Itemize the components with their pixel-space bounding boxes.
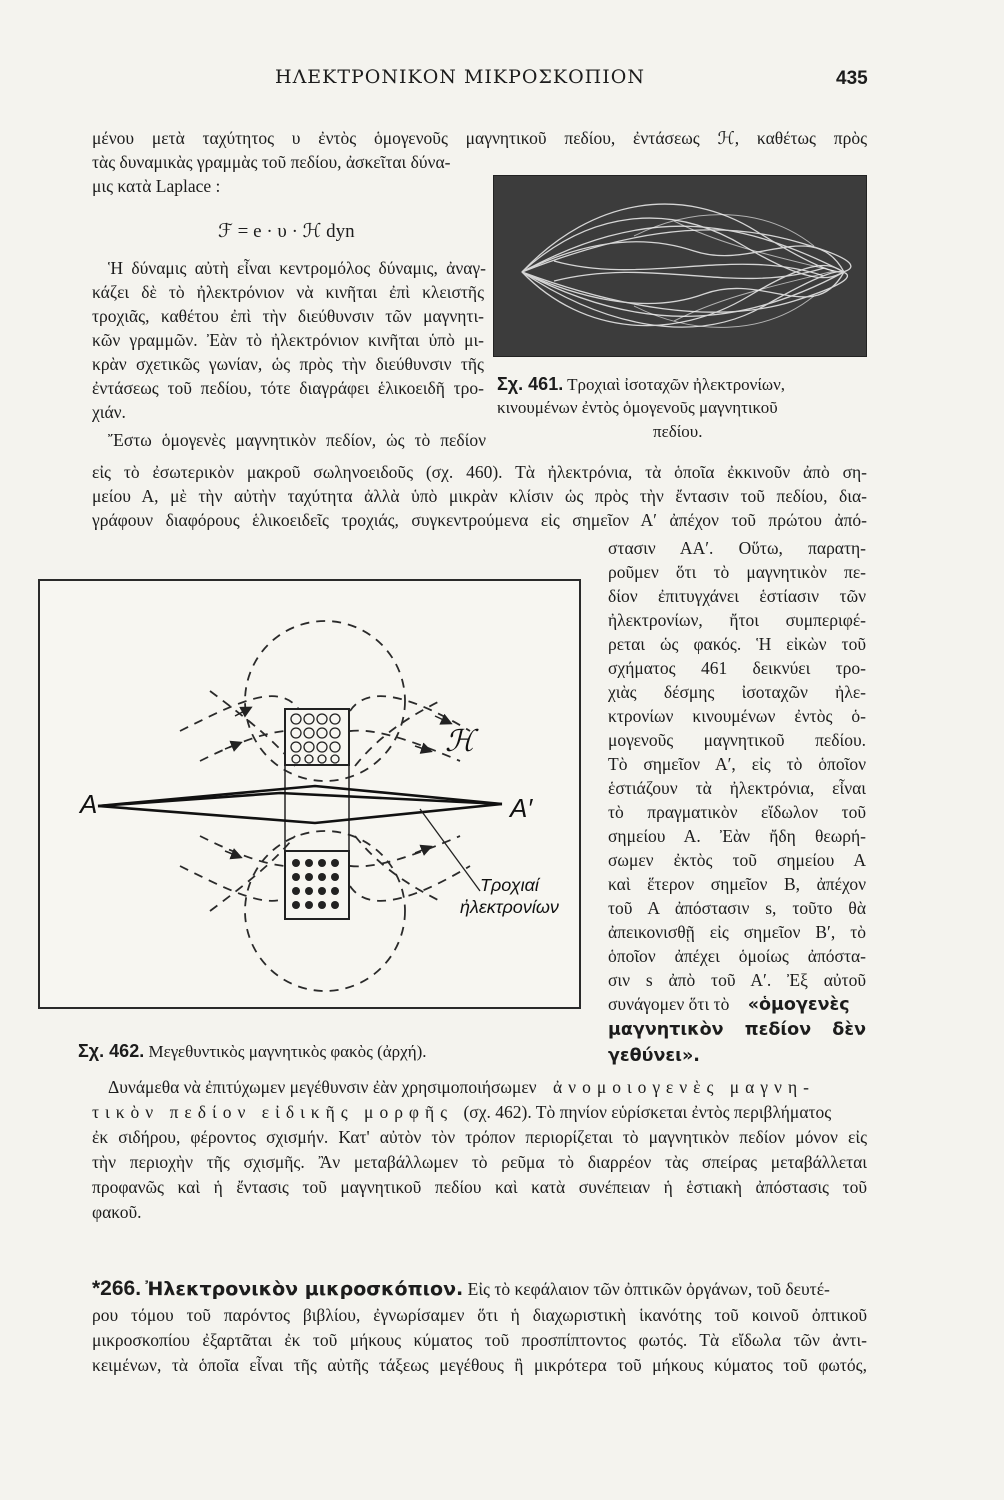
figure-462-diagram xyxy=(38,579,581,1009)
after-fig-line-2 xyxy=(92,1101,867,1123)
right-line-19: σιν s ἀπὸ τοῦ Α′. Ἐξ αὐτοῦ xyxy=(608,970,866,990)
electron-trajectories-image xyxy=(494,176,866,356)
right-line-1: στασιν ΑΑ′. Οὕτω, παρατη- xyxy=(608,538,866,558)
left-line-7: χιάν. xyxy=(92,402,126,422)
right-line-6: σχήματος 461 δεικνύει τρο- xyxy=(608,658,866,678)
intro-line-2: τὰς δυναμικὰς γραμμὰς τοῦ πεδίου, ἀσκεῖται δύνα- xyxy=(92,152,451,172)
after-fig-line-1 xyxy=(108,1076,868,1098)
wide-line-1: εἰς τὸ ἐσωτερικὸν μακροῦ σωληνοειδοῦς (σχ. 460). Τὰ ἠλεκτρόνια, τὰ ὁποῖα ἐκκινοῦν ἀπὸ ση- xyxy=(92,462,867,482)
after-fig-line-6: φακοῦ. xyxy=(92,1202,142,1222)
figure-462-caption-text: Μεγεθυντικὸς μαγνητικὸς φακὸς (ἀρχή). xyxy=(148,1042,427,1061)
figure-462-label: Σχ. 462. xyxy=(78,1041,145,1061)
right-line-11: ἑστιάζουν τὰ ἠλεκτρόνια, εἶναι xyxy=(608,778,866,798)
right-line-4: ἠλεκτρονίων, ἤτοι συμπεριφέ- xyxy=(608,610,866,630)
figure-461-caption xyxy=(497,373,785,396)
page-number: 435 xyxy=(836,68,868,89)
right-line-12: τὸ πραγματικὸν εἴδωλον τοῦ xyxy=(608,802,866,822)
after-fig-line-4: τὴν περιοχὴν τῆς σχισμῆς. Ἂν μεταβάλλωμεν τὸ ρεῦμα τὸ διαρρέον τὰς σπείρας μεταβάλλεται xyxy=(92,1152,867,1172)
magnetic-lens-diagram xyxy=(40,581,579,1007)
section-title: Ἠλεκτρονικὸν μικροσκόπιον. xyxy=(145,1278,464,1300)
formula: ℱ = e · υ · ℋ dyn xyxy=(218,221,355,242)
right-line-9: μογενοῦς μαγνητικοῦ πεδίου. xyxy=(608,730,866,750)
after-fig-line-1b: ἀνομοιογενὲς μαγνη- xyxy=(552,1077,815,1097)
right-line-10: Τὸ σημεῖον Α′, εἰς τὸ ὁποῖον xyxy=(608,754,866,774)
wide-line-2: μείου Α, μὲ τὴν αὐτὴν ταχύτητα ἀλλὰ ὑπὸ μικρὰν κλίσιν ὡς πρὸς τὴν ἔντασιν τοῦ πεδίου, δια- xyxy=(92,486,867,506)
trajectory-label-2: ἠλεκτρονίων xyxy=(460,897,559,917)
right-line-16: τοῦ Α ἀπόστασιν s, τοῦτο θὰ xyxy=(608,898,866,918)
point-a-prime-label: Α′ xyxy=(510,793,533,823)
right-line-2: ροῦμεν ὅτι τὸ μαγνητικὸν πε- xyxy=(608,562,866,582)
section-line-4: κειμένων, τὰ ὁποῖα εἶναι τῆς αὐτῆς τάξεως μεγέθους ἢ μικρότερα τοῦ μήκους κύματος τοῦ φωτός, xyxy=(92,1355,867,1375)
left-line-6: ἐντάσεως τοῦ πεδίου, τότε διαγράφει ἑλικοειδῆ τρο- xyxy=(92,378,484,398)
after-fig-line-2b: (σχ. 462). Τὸ πηνίον εὑρίσκεται ἐντὸς περιβλήματος xyxy=(463,1102,832,1122)
after-fig-line-2a: τικὸν πεδίον εἰδικῆς μορφῆς xyxy=(92,1102,454,1122)
right-line-8: κτρονίων κινουμένων ἐντὸς ὁ- xyxy=(608,706,866,726)
section-line-3: μικροσκοπίου ἐξαρτᾶται ἐκ τοῦ μήκους κύματος τοῦ προσπίπτοντος φωτός. Τὰ εἴδωλα τῶν ἀντι- xyxy=(92,1330,867,1350)
trajectory-label-1: Τροχιαί xyxy=(480,875,539,895)
right-line-3: δίον ἐπιτυγχάνει ἑστίασιν τῶν xyxy=(608,586,866,606)
right-line-5: ρεται ὡς φακός. Ἡ εἰκὼν τοῦ xyxy=(608,634,866,654)
bold-phrase-1: «ὁμογενὲς xyxy=(747,995,850,1015)
intro-line-3: μις κατὰ Laplace : xyxy=(92,176,221,196)
left-line-3: τροχιᾶς, καθέτου ἐπὶ τὴν διεύθυνσιν τῶν μαγνητι- xyxy=(92,306,484,326)
figure-461-caption-line-3: πεδίου. xyxy=(653,422,703,441)
intro-line-1: μένου μετὰ ταχύτητος υ ἐντὸς ὁμογενοῦς μαγνητικοῦ πεδίου, ἐντάσεως ℋ, καθέτως πρὸς xyxy=(92,128,867,148)
right-line-13: σημείου Α. Ἐὰν ἤδη θεωρή- xyxy=(608,826,866,846)
right-line-17: ἀπεικονισθῇ εἰς σημεῖον Β′, τὸ xyxy=(608,922,866,942)
left-line-8: Ἔστω ὁμογενὲς μαγνητικὸν πεδίον, ὡς τὸ πεδίον xyxy=(108,430,486,450)
lower-coil xyxy=(285,851,349,919)
right-line-20-text: συνάγομεν ὅτι τὸ xyxy=(608,994,730,1014)
wide-line-3: γράφουν διαφόρους ἑλικοειδεῖς τροχιάς, συγκεντρούμενα εἰς σημεῖον Α′ ἀπέχον τοῦ πρώτου ἀπό- xyxy=(92,510,867,530)
running-title: ΗΛΕΚΤΡΟΝΙΚΟΝ ΜΙΚΡΟΣΚΟΠΙΟΝ xyxy=(275,66,645,88)
right-line-18: ὁποῖον ἀπέχει ὁμοίως ἀπόστα- xyxy=(608,946,866,966)
section-line-1: Εἰς τὸ κεφάλαιον τῶν ὀπτικῶν ὀργάνων, τοῦ δευτέ- xyxy=(467,1279,830,1299)
right-line-20 xyxy=(608,993,850,1016)
section-number: *266. xyxy=(92,1277,142,1300)
left-line-5: κρὰν σχετικῶς γωνίαν, ὡς πρὸς τὴν διεύθυνσιν τῆς xyxy=(92,354,484,374)
section-line-2: ρου τόμου τοῦ παρόντος βιβλίου, ἐγνωρίσαμεν ὅτι ἡ διαχωριστικὴ ἱκανότης τοῦ κοινοῦ ὀπτικοῦ xyxy=(92,1305,867,1325)
figure-461-label: Σχ. 461. xyxy=(497,374,564,394)
left-line-4: κῶν γραμμῶν. Ἐὰν τὸ ἠλεκτρόνιον κινῆται ὑπὸ μι- xyxy=(92,330,484,350)
right-line-15: καὶ ἕτερον σημεῖον Β, ἀπέχον xyxy=(608,874,866,894)
after-fig-line-3: ἐκ σιδήρου, φέροντος σχισμήν. Κατ' αὐτὸν τὸν τρόπον περιορίζεται τὸ μαγνητικὸν πεδίον μόνον εἰς xyxy=(92,1127,867,1147)
right-line-7: χιὰς δέσμης ἰσοταχῶν ἠλε- xyxy=(608,682,866,702)
left-line-1: Ἡ δύναμις αὐτὴ εἶναι κεντρομόλος δύναμις, ἀναγ- xyxy=(108,258,486,278)
point-a-label: Α xyxy=(80,789,98,819)
figure-462-caption xyxy=(78,1040,427,1063)
figure-461-caption-line-1: Τροχιαὶ ἰσοταχῶν ἠλεκτρονίων, xyxy=(567,375,786,394)
field-h-label: ℋ xyxy=(445,724,475,759)
after-fig-line-1a: Δυνάμεθα νὰ ἐπιτύχωμεν μεγέθυνσιν ἐὰν χρησιμοποιήσωμεν xyxy=(108,1077,537,1097)
bold-phrase-3: γεθύνει». xyxy=(608,1046,700,1066)
section-266-heading-line xyxy=(92,1278,868,1304)
figure-461-photo xyxy=(493,175,867,357)
after-fig-line-5: προφανῶς καὶ ἡ ἔντασις τοῦ μαγνητικοῦ πεδίου καὶ κατὰ συνέπειαν ἡ ἑστιακὴ ἀπόστασις τοῦ xyxy=(92,1177,867,1197)
upper-coil xyxy=(285,709,349,765)
bold-phrase-2: μαγνητικὸν πεδίον δὲν xyxy=(608,1020,866,1040)
right-line-14: σωμεν ἐκτὸς τοῦ σημείου Α xyxy=(608,850,866,870)
figure-461-caption-line-2: κινουμένων ἐντὸς ὁμογενοῦς μαγνητικοῦ xyxy=(497,398,778,417)
page-header xyxy=(0,66,1004,96)
left-line-2: κάζει δὲ τὸ ἠλεκτρόνιον νὰ κινῆται ἐπὶ κλειστῆς xyxy=(92,282,484,302)
